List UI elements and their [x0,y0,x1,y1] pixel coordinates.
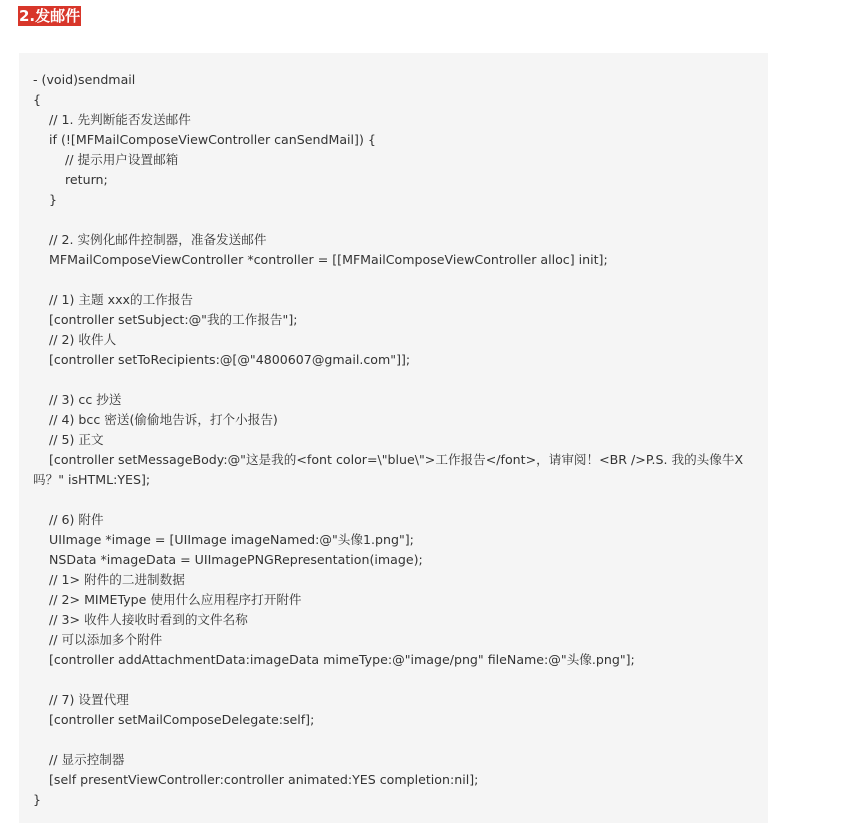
code-line: // 7) 设置代理 [33,692,129,707]
code-line: [controller setSubject:@"我的工作报告"]; [33,312,298,327]
code-line: } [33,792,42,807]
code-line: // 1. 先判断能否发送邮件 [33,112,191,127]
code-line [33,670,758,690]
code-line: // 可以添加多个附件 [33,632,163,647]
code-line: } [33,192,58,207]
code-line: // 2) 收件人 [33,332,117,347]
code-line: UIImage *image = [UIImage imageNamed:@"头像1.png"]; [33,532,414,547]
code-line [33,270,758,290]
code-line [33,210,758,230]
code-line [33,730,758,750]
code-line: // 1> 附件的二进制数据 [33,572,185,587]
code-line: MFMailComposeViewController *controller = [[MFMailComposeViewController alloc] init]; [33,252,608,267]
code-line [33,370,758,390]
section-heading: 2.发邮件 [19,7,81,25]
code-line: [self presentViewController:controller animated:YES completion:nil]; [33,772,479,787]
code-line: [controller addAttachmentData:imageData mimeType:@"image/png" fileName:@"头像.png"]; [33,652,635,667]
code-line: - (void)sendmail [33,72,136,87]
code-line: { [33,92,42,107]
code-line: // 显示控制器 [33,752,125,767]
code-line: NSData *imageData = UIImagePNGRepresentation(image); [33,552,423,567]
code-line: // 2> MIMEType 使用什么应用程序打开附件 [33,592,302,607]
code-line: if (![MFMailComposeViewController canSendMail]) { [33,132,376,147]
code-line: // 2. 实例化邮件控制器，准备发送邮件 [33,232,267,247]
code-line: // 3) cc 抄送 [33,392,122,407]
code-line: [controller setMailComposeDelegate:self]; [33,712,315,727]
code-block [19,53,768,823]
code-line: [controller setMessageBody:@"这是我的<font color=\"blue\">工作报告</font>，请审阅！<BR />P.S. 我的头像牛X [33,452,744,467]
code-line [33,490,758,510]
code-line: 吗？" isHTML:YES]; [33,472,151,487]
code-line: // 5) 正文 [33,432,104,447]
code-line: // 提示用户设置邮箱 [33,152,179,167]
code-line: // 4) bcc 密送(偷偷地告诉，打个小报告) [33,412,278,427]
code-line: // 1) 主题 xxx的工作报告 [33,292,193,307]
code-line: [controller setToRecipients:@[@"4800607@gmail.com"]]; [33,352,411,367]
code-line: // 6) 附件 [33,512,104,527]
code-line: // 3> 收件人接收时看到的文件名称 [33,612,248,627]
code-line: return; [33,172,108,187]
